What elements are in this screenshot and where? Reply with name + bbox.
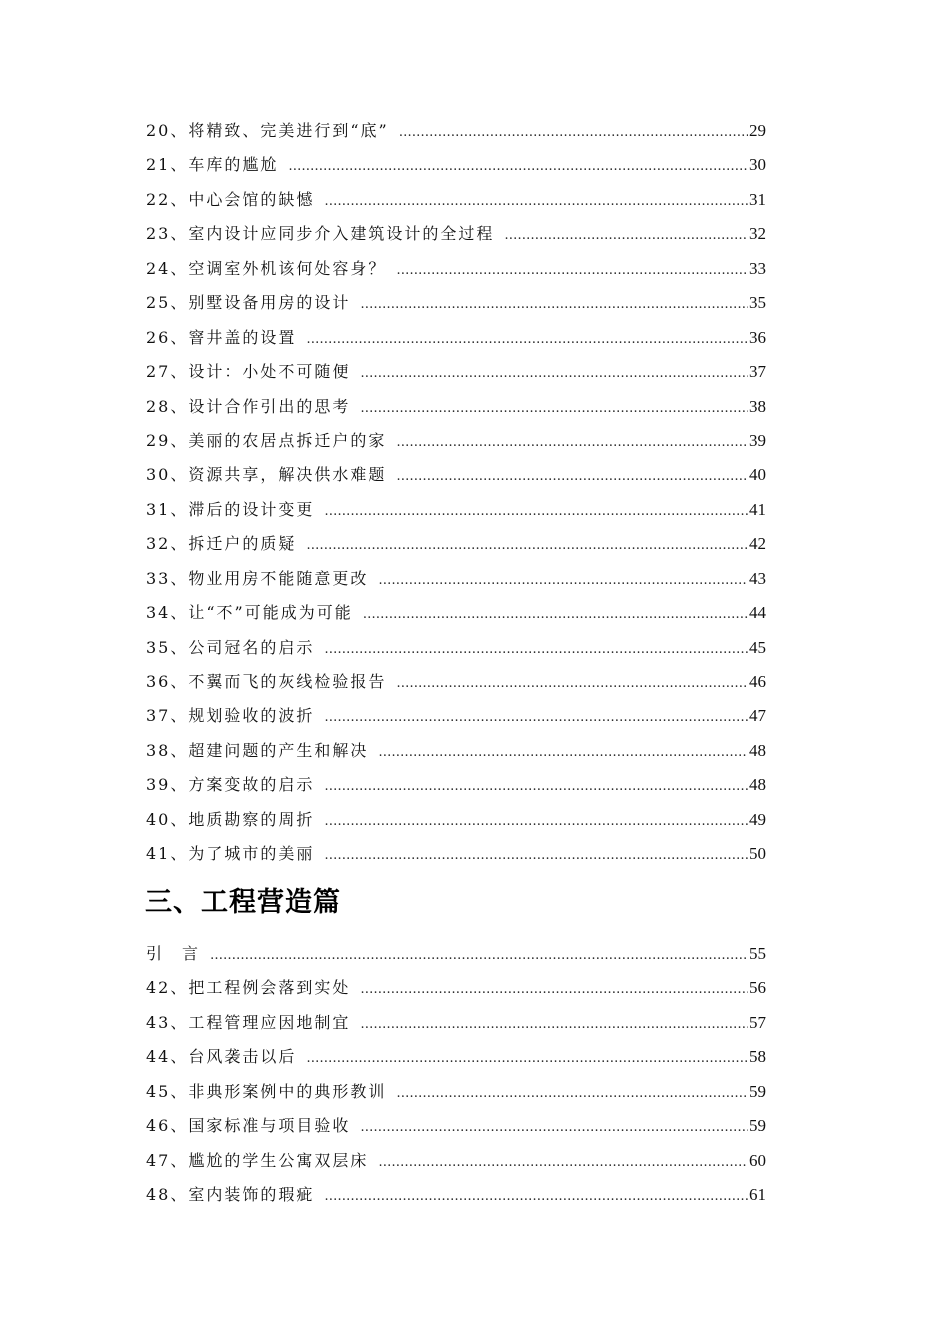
toc-entry[interactable] bbox=[146, 734, 766, 768]
toc-dot-leader bbox=[306, 529, 748, 561]
toc-entry[interactable] bbox=[146, 1178, 766, 1212]
toc-entry-page: 41 bbox=[749, 499, 766, 519]
toc-entry-page: 49 bbox=[749, 809, 766, 829]
toc-entry[interactable] bbox=[146, 971, 766, 1005]
toc-entry[interactable] bbox=[146, 286, 766, 320]
toc-entry-title: 36、不翼而飞的灰线检验报告 bbox=[146, 672, 387, 691]
toc-entry-title: 30、资源共享，解决供水难题 bbox=[146, 465, 387, 485]
toc-entry[interactable] bbox=[146, 114, 766, 148]
toc-entry[interactable] bbox=[146, 1040, 766, 1074]
toc-entry-title: 40、地质勘察的周折 bbox=[146, 809, 315, 829]
toc-entry-page: 59 bbox=[749, 1081, 766, 1101]
toc-dot-leader bbox=[324, 770, 748, 802]
toc-dot-leader bbox=[378, 564, 748, 596]
toc-entry-page: 45 bbox=[749, 637, 766, 657]
toc-entry-page: 46 bbox=[749, 672, 766, 691]
toc-entry-page: 47 bbox=[749, 706, 766, 726]
toc-entry[interactable] bbox=[146, 1075, 766, 1109]
toc-entry-title: 32、拆迁户的质疑 bbox=[146, 534, 297, 554]
toc-entry-title: 39、方案变故的启示 bbox=[146, 775, 315, 795]
toc-entry-title: 29、美丽的农居点拆迁户的家 bbox=[146, 430, 387, 450]
toc-dot-leader bbox=[288, 150, 748, 182]
toc-dot-leader bbox=[306, 1042, 748, 1074]
toc-entry-title: 31、滞后的设计变更 bbox=[146, 499, 315, 519]
toc-entry-title: 46、国家标准与项目验收 bbox=[146, 1116, 351, 1136]
toc-entry-title: 26、窨井盖的设置 bbox=[146, 327, 297, 347]
toc-entry-page: 42 bbox=[749, 534, 766, 554]
toc-entry-page: 60 bbox=[749, 1150, 766, 1170]
toc-entry-title: 23、室内设计应同步介入建筑设计的全过程 bbox=[146, 224, 495, 244]
toc-dot-leader bbox=[324, 805, 748, 837]
toc-list-section-three bbox=[146, 937, 766, 1213]
toc-entry-page: 33 bbox=[749, 258, 766, 278]
toc-entry-page: 40 bbox=[749, 465, 766, 485]
toc-dot-leader bbox=[324, 839, 748, 871]
toc-dot-leader bbox=[306, 323, 748, 355]
section-heading: 三、工程营造篇 bbox=[145, 887, 341, 918]
toc-entry-title: 47、尴尬的学生公寓双层床 bbox=[146, 1150, 369, 1170]
toc-entry-title: 24、空调室外机该何处容身？ bbox=[146, 258, 387, 278]
toc-entry-title: 37、规划验收的波折 bbox=[146, 706, 315, 726]
toc-entry[interactable] bbox=[146, 458, 766, 492]
toc-dot-leader bbox=[360, 973, 748, 1005]
toc-entry[interactable] bbox=[146, 252, 766, 286]
toc-dot-leader bbox=[396, 254, 748, 286]
toc-list-part-two bbox=[146, 114, 766, 872]
toc-dot-leader bbox=[324, 701, 748, 733]
toc-entry-page: 48 bbox=[749, 775, 766, 795]
toc-entry-title: 25、别墅设备用房的设计 bbox=[146, 293, 351, 313]
toc-entry[interactable] bbox=[146, 803, 766, 837]
toc-entry-page: 50 bbox=[749, 844, 766, 864]
toc-entry[interactable] bbox=[146, 424, 766, 458]
toc-entry[interactable] bbox=[146, 527, 766, 561]
toc-entry-title: 27、设计：小处不可随便 bbox=[146, 362, 351, 382]
toc-entry-page: 55 bbox=[749, 944, 766, 963]
toc-entry-title: 38、超建问题的产生和解决 bbox=[146, 740, 369, 760]
toc-entry[interactable] bbox=[146, 937, 766, 971]
toc-entry-title: 45、非典形案例中的典形教训 bbox=[146, 1081, 387, 1101]
toc-entry-page: 48 bbox=[749, 740, 766, 760]
toc-entry-page: 37 bbox=[749, 362, 766, 382]
toc-dot-leader bbox=[324, 633, 748, 665]
toc-dot-leader bbox=[360, 1111, 748, 1143]
toc-dot-leader bbox=[363, 598, 748, 630]
toc-entry-title: 35、公司冠名的启示 bbox=[146, 637, 315, 657]
toc-entry-title: 28、设计合作引出的思考 bbox=[146, 396, 351, 416]
toc-dot-leader bbox=[360, 288, 748, 320]
toc-entry[interactable] bbox=[146, 148, 766, 182]
toc-entry-page: 39 bbox=[749, 430, 766, 450]
toc-entry[interactable] bbox=[146, 562, 766, 596]
toc-dot-leader bbox=[324, 495, 748, 527]
toc-entry[interactable] bbox=[146, 1006, 766, 1040]
toc-entry-title: 33、物业用房不能随意更改 bbox=[146, 568, 369, 588]
toc-entry[interactable] bbox=[146, 1144, 766, 1178]
toc-entry-title: 引 言 bbox=[146, 944, 201, 963]
toc-entry[interactable] bbox=[146, 390, 766, 424]
toc-dot-leader bbox=[378, 1146, 748, 1178]
toc-entry-title: 43、工程管理应因地制宜 bbox=[146, 1012, 351, 1032]
toc-entry[interactable] bbox=[146, 665, 766, 699]
toc-dot-leader bbox=[210, 939, 748, 971]
toc-entry[interactable] bbox=[146, 355, 766, 389]
toc-entry-page: 29 bbox=[749, 121, 766, 140]
toc-entry[interactable] bbox=[146, 699, 766, 733]
toc-dot-leader bbox=[360, 357, 748, 389]
toc-entry[interactable] bbox=[146, 631, 766, 665]
toc-entry-title: 34、让“不”可能成为可能 bbox=[146, 603, 353, 623]
toc-entry-page: 57 bbox=[749, 1012, 766, 1032]
toc-entry-page: 56 bbox=[749, 978, 766, 998]
toc-entry-page: 36 bbox=[749, 327, 766, 347]
toc-dot-leader bbox=[360, 1008, 748, 1040]
toc-dot-leader bbox=[399, 116, 748, 148]
toc-entry[interactable] bbox=[146, 837, 766, 871]
toc-dot-leader bbox=[396, 426, 748, 458]
toc-entry-page: 59 bbox=[749, 1116, 766, 1136]
toc-entry-title: 48、室内装饰的瑕疵 bbox=[146, 1185, 315, 1205]
toc-entry-page: 38 bbox=[749, 396, 766, 416]
toc-entry[interactable] bbox=[146, 1109, 766, 1143]
toc-dot-leader bbox=[396, 1077, 748, 1109]
toc-entry-page: 30 bbox=[749, 155, 766, 175]
toc-dot-leader bbox=[396, 667, 748, 699]
toc-dot-leader bbox=[324, 1180, 748, 1212]
toc-entry-title: 20、将精致、完美进行到“底” bbox=[146, 121, 389, 140]
toc-entry-page: 58 bbox=[749, 1047, 766, 1067]
toc-entry-page: 32 bbox=[749, 224, 766, 244]
toc-dot-leader bbox=[396, 460, 748, 492]
toc-dot-leader bbox=[378, 736, 748, 768]
toc-entry[interactable] bbox=[146, 596, 766, 630]
toc-entry[interactable] bbox=[146, 768, 766, 802]
toc-entry-title: 22、中心会馆的缺憾 bbox=[146, 189, 315, 209]
toc-dot-leader bbox=[504, 219, 748, 251]
toc-entry-title: 42、把工程例会落到实处 bbox=[146, 978, 351, 998]
toc-entry[interactable] bbox=[146, 217, 766, 251]
toc-dot-leader bbox=[324, 185, 748, 217]
toc-entry[interactable] bbox=[146, 183, 766, 217]
toc-entry-page: 35 bbox=[749, 293, 766, 313]
toc-entry-page: 43 bbox=[749, 568, 766, 588]
toc-entry-page: 61 bbox=[749, 1185, 766, 1205]
toc-entry-title: 41、为了城市的美丽 bbox=[146, 844, 315, 864]
toc-dot-leader bbox=[360, 392, 748, 424]
toc-entry[interactable] bbox=[146, 493, 766, 527]
toc-entry[interactable] bbox=[146, 321, 766, 355]
toc-entry-page: 31 bbox=[749, 189, 766, 209]
toc-entry-title: 21、车库的尴尬 bbox=[146, 155, 279, 175]
toc-entry-title: 44、台风袭击以后 bbox=[146, 1047, 297, 1067]
toc-entry-page: 44 bbox=[749, 603, 766, 623]
